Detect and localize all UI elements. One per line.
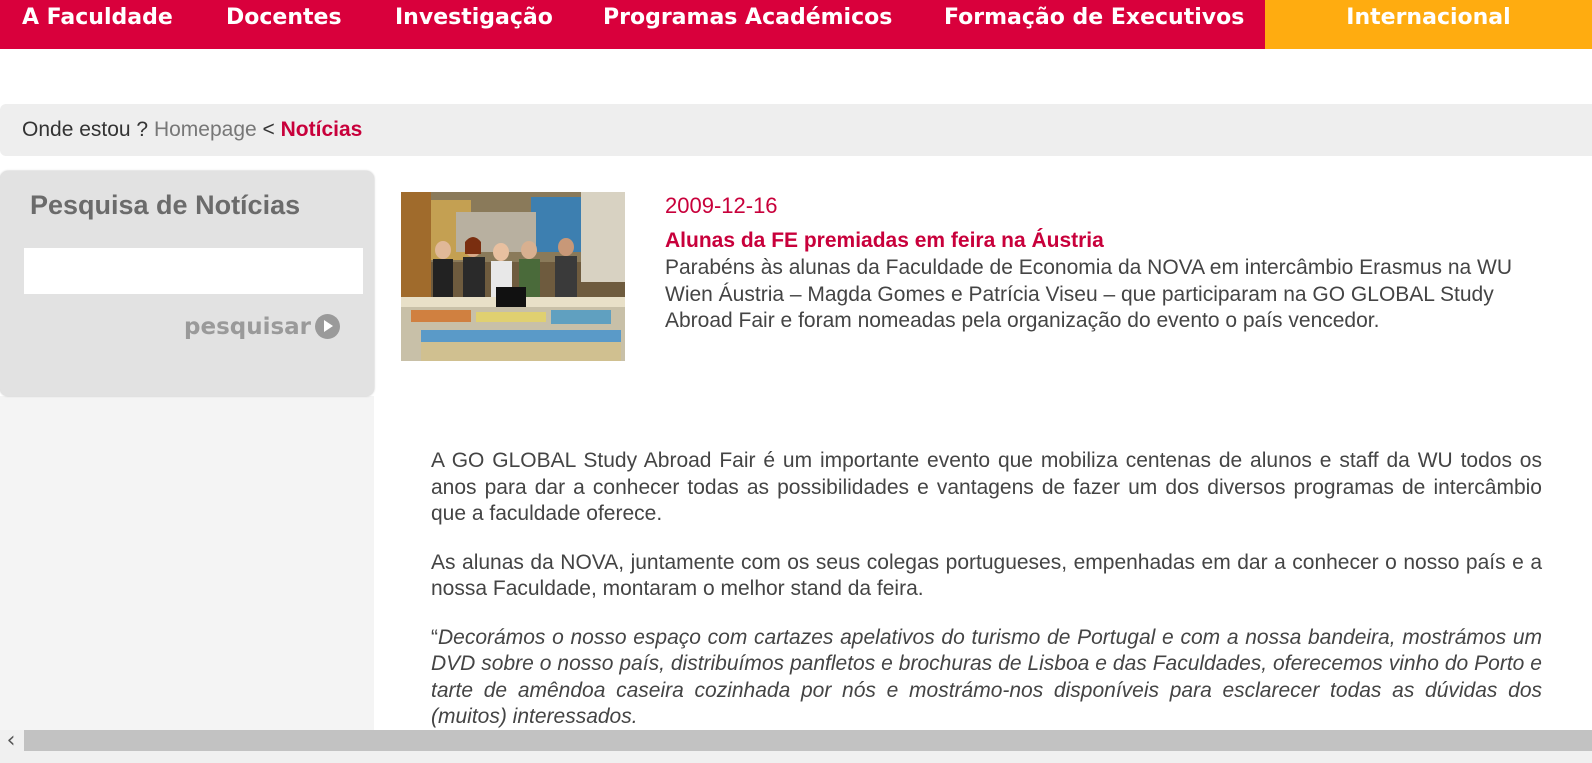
article-paragraph: A GO GLOBAL Study Abroad Fair é um importante evento que mobiliza centenas de alunos e staff da WU todos os anos para dar a conhecer todas as possibilidades e vantagens de fazer um dos diversos programas de intercâmbio que a faculdade oferece.: [431, 449, 1542, 525]
article-body: [431, 448, 1542, 753]
article-quote: [431, 625, 1542, 731]
nav-item-programas-academicos[interactable]: Programas Académicos: [603, 5, 893, 30]
article-quote-text: Decorámos o nosso espaço com cartazes apelativos do turismo de Portugal e com a nossa bandeira, mostrámos um DVD sobre o nosso país, distribuímos panfletos e brochuras de Lisboa e das Faculdades, oferecemos vinho do Porto e tarte de amêndoa caseira cozinhada por nós e mostrámo-nos disponíveis para esclarecer todas as dúvidas dos (muitos) interessados.: [431, 625, 1542, 728]
search-button[interactable]: [184, 312, 340, 342]
scrollbar-thumb[interactable]: [24, 730, 1592, 751]
nav-item-investigacao[interactable]: Investigação: [395, 5, 553, 30]
breadcrumb: [0, 104, 1592, 156]
nav-item-a-faculdade[interactable]: A Faculdade: [22, 5, 173, 30]
article-paragraph: As alunas da NOVA, juntamente com os seus colegas portugueses, empenhadas em dar a conhecer o nosso país e a nossa Faculdade, montaram o melhor stand da feira.: [431, 550, 1542, 600]
horizontal-scrollbar[interactable]: [0, 730, 1592, 763]
search-panel-title: Pesquisa de Notícias: [30, 190, 301, 220]
nav-item-docentes[interactable]: Docentes: [226, 5, 342, 30]
news-title[interactable]: Alunas da FE premiadas em feira na Áustria: [665, 229, 1104, 252]
breadcrumb-current: Notícias: [280, 118, 363, 141]
search-input[interactable]: [24, 248, 363, 294]
sidebar-background: [0, 396, 374, 736]
breadcrumb-home-link[interactable]: Homepage: [153, 118, 257, 141]
news-summary: [665, 255, 1592, 335]
nav-item-formacao-executivos[interactable]: Formação de Executivos: [944, 5, 1245, 30]
top-navigation: [0, 0, 1592, 49]
nav-item-internacional[interactable]: Internacional: [1265, 0, 1592, 49]
breadcrumb-prefix: Onde estou ?: [22, 118, 149, 141]
scroll-left-arrow-icon[interactable]: ‹: [6, 728, 16, 753]
news-date: 2009-12-16: [665, 193, 778, 218]
news-summary-line: Parabéns às alunas da Faculdade de Economia da NOVA em intercâmbio Erasmus na WU: [665, 256, 1513, 279]
breadcrumb-separator: <: [262, 118, 275, 141]
quote-mark: “: [431, 625, 438, 649]
search-button-label: pesquisar: [184, 314, 312, 340]
news-summary-line: Abroad Fair e foram nomeadas pela organização do evento o país vencedor.: [665, 309, 1380, 332]
news-photo: [401, 192, 625, 361]
arrow-right-circle-icon: [315, 314, 340, 339]
news-summary-line: Wien Áustria – Magda Gomes e Patrícia Viseu – que participaram na GO GLOBAL Study: [665, 282, 1494, 306]
